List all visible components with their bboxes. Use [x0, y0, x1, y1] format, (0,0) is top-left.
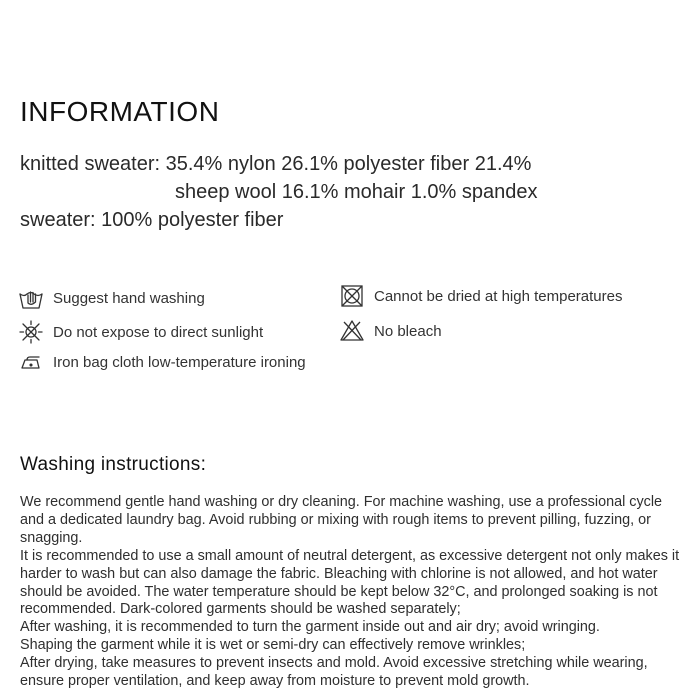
washing-instructions-title: Washing instructions:: [20, 454, 207, 475]
care-item-no-bleach: [339, 319, 442, 343]
washing-instructions-text: [20, 494, 685, 691]
instruction-paragraph: After washing, it is recommended to turn the garment inside out and air dry; avoid wringing.: [20, 619, 600, 636]
hand-wash-icon: [18, 286, 44, 310]
care-label: Suggest hand washing: [53, 289, 205, 307]
iron-low-icon: [18, 350, 44, 374]
care-label: Do not expose to direct sunlight: [53, 323, 264, 341]
care-label: Iron bag cloth low-temperature ironing: [53, 353, 306, 371]
information-title: INFORMATION: [20, 96, 220, 127]
care-item-no-sunlight: [18, 320, 263, 344]
care-symbols: [18, 284, 698, 374]
no-tumble-dry-icon: [339, 284, 365, 308]
care-label: Cannot be dried at high temperatures: [374, 287, 623, 305]
no-bleach-icon: [339, 319, 365, 343]
composition-line: knitted sweater: 35.4% nylon 26.1% polyester fiber 21.4%: [20, 153, 532, 175]
care-item-no-tumble-dry: [339, 284, 623, 308]
instruction-paragraph: It is recommended to use a small amount of neutral detergent, as excessive detergent not only makes it harder to wash but can also damage the fabric. Bleaching with chlorine is not allowed, and hot water should be avoided. The water temperature should be kept below 32°C, and prolonged soaking is not recommended. Dark-colored garments should be washed separately;: [20, 547, 680, 618]
composition-line: sweater: 100% polyester fiber: [20, 209, 284, 231]
no-sunlight-icon: [18, 320, 44, 344]
care-item-hand-wash: [18, 286, 205, 310]
instruction-paragraph: We recommend gentle hand washing or dry cleaning. For machine washing, use a professional cycle and a dedicated laundry bag. Avoid rubbing or mixing with rough items to prevent pilling, fuzzing, or snagging.: [20, 494, 663, 546]
care-label: No bleach: [374, 322, 442, 340]
instruction-paragraph: After drying, take measures to prevent insects and mold. Avoid excessive stretching while wearing, ensure proper ventilation, and keep away from moisture to prevent mold growth.: [20, 655, 648, 690]
instruction-paragraph: Shaping the garment while it is wet or semi-dry can effectively remove wrinkles;: [20, 637, 526, 654]
composition-block: [20, 150, 680, 234]
care-item-iron-low: [18, 350, 306, 374]
composition-line: sheep wool 16.1% mohair 1.0% spandex: [175, 181, 538, 203]
